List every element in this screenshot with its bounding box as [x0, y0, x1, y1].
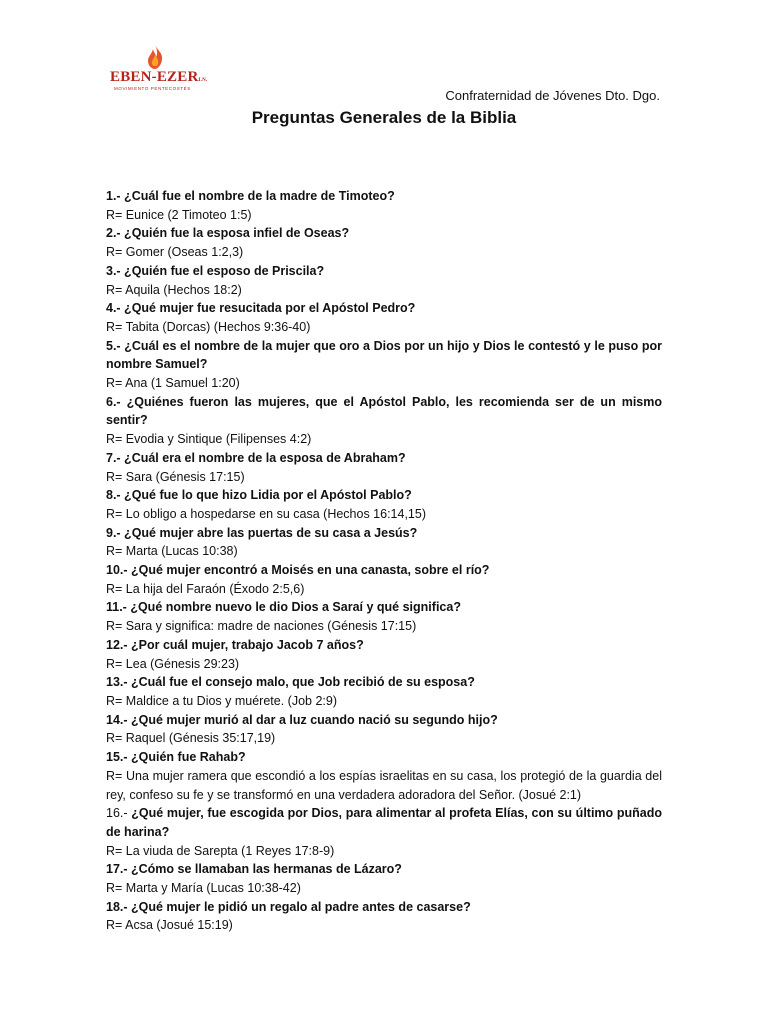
question-item: [106, 449, 662, 486]
eben-ezer-logo: [110, 44, 230, 100]
question-text: 6.- ¿Quiénes fueron las mujeres, que el Apóstol Pablo, les recomienda ser de un mismo sentir?: [106, 394, 662, 428]
answer-text: R= Una mujer ramera que escondió a los espías israelitas en su casa, los protegió de la guardia del rey, confeso su fe y se transformó en una verdadera adoradora del Señor. (Josué 2:1): [106, 768, 662, 802]
question-item: [106, 187, 662, 224]
question-item: [106, 804, 662, 860]
answer-text: R= Aquila (Hechos 18:2): [106, 282, 242, 297]
answer-text: R= Tabita (Dorcas) (Hechos 9:36-40): [106, 319, 311, 334]
question-text: 13.- ¿Cuál fue el consejo malo, que Job recibió de su esposa?: [106, 675, 475, 690]
answer-text: R= Sara y significa: madre de naciones (Génesis 17:15): [106, 619, 417, 634]
answer-text: R= Marta (Lucas 10:38): [106, 544, 238, 559]
question-body: ¿Qué mujer, fue escogida por Dios, para alimentar al profeta Elías, con su último puñado de harina?: [106, 806, 662, 839]
question-item: [106, 337, 662, 393]
answer-text: R= Ana (1 Samuel 1:20): [106, 376, 240, 391]
question-item: [106, 262, 662, 299]
answer-text: R= La hija del Faraón (Éxodo 2:5,6): [106, 581, 305, 596]
question-item: [106, 711, 662, 748]
question-item: [106, 299, 662, 336]
question-text: 11.- ¿Qué nombre nuevo le dio Dios a Saraí y qué significa?: [106, 600, 461, 615]
question-text: 7.- ¿Cuál era el nombre de la esposa de Abraham?: [106, 450, 406, 465]
question-item: [106, 524, 662, 561]
question-list: [106, 187, 662, 935]
question-item: [106, 224, 662, 261]
page-title: Preguntas Generales de la Biblia: [251, 108, 517, 127]
logo-subtitle: MOVIMIENTO PENTECOSTÉS: [114, 86, 191, 91]
question-number: 16.-: [106, 806, 128, 821]
question-text: 3.- ¿Quién fue el esposo de Priscila?: [106, 263, 325, 278]
question-item: [106, 636, 662, 673]
question-text: 5.- ¿Cuál es el nombre de la mujer que oro a Dios por un hijo y Dios le contestó y le puso por nombre Samuel?: [106, 338, 662, 372]
question-item: [106, 748, 662, 804]
answer-text: R= Eunice (2 Timoteo 1:5): [106, 207, 252, 222]
question-item: [106, 598, 662, 635]
answer-text: R= La viuda de Sarepta (1 Reyes 17:8-9): [106, 843, 335, 858]
question-text: [106, 804, 662, 841]
answer-text: R= Lea (Génesis 29:23): [106, 656, 240, 671]
answer-text: R= Raquel (Génesis 35:17,19): [106, 731, 276, 746]
fraternity-header: Confraternidad de Jóvenes Dto. Dgo.: [445, 88, 660, 103]
question-text: 17.- ¿Cómo se llamaban las hermanas de Lázaro?: [106, 862, 402, 877]
question-text: 4.- ¿Qué mujer fue resucitada por el Apóstol Pedro?: [106, 301, 416, 316]
question-item: [106, 898, 662, 935]
question-item: [106, 486, 662, 523]
question-item: [106, 561, 662, 598]
logo-suffix: I.N.: [198, 78, 208, 83]
question-text: 2.- ¿Quién fue la esposa infiel de Oseas?: [106, 226, 350, 241]
answer-text: R= Acsa (Josué 15:19): [106, 918, 233, 933]
answer-text: R= Evodia y Sintique (Filipenses 4:2): [106, 432, 312, 447]
question-text: 10.- ¿Qué mujer encontró a Moisés en una canasta, sobre el río?: [106, 563, 490, 578]
question-text: 1.- ¿Cuál fue el nombre de la madre de Timoteo?: [106, 189, 395, 203]
question-item: [106, 673, 662, 710]
question-item: [106, 860, 662, 897]
question-item: [106, 393, 662, 449]
question-text: 18.- ¿Qué mujer le pidió un regalo al padre antes de casarse?: [106, 899, 471, 914]
answer-text: R= Lo obligo a hospedarse en su casa (Hechos 16:14,15): [106, 506, 427, 521]
answer-text: R= Gomer (Oseas 1:2,3): [106, 245, 244, 260]
answer-text: R= Marta y María (Lucas 10:38-42): [106, 881, 301, 896]
logo-name: EBEN-EZER: [110, 69, 199, 85]
question-text: 15.- ¿Quién fue Rahab?: [106, 750, 246, 765]
answer-text: R= Sara (Génesis 17:15): [106, 469, 245, 484]
question-text: 14.- ¿Qué mujer murió al dar a luz cuando nació su segundo hijo?: [106, 712, 498, 727]
question-text: 12.- ¿Por cuál mujer, trabajo Jacob 7 años?: [106, 637, 364, 652]
flame-icon: [144, 44, 166, 70]
question-text: 9.- ¿Qué mujer abre las puertas de su casa a Jesús?: [106, 525, 418, 540]
answer-text: R= Maldice a tu Dios y muérete. (Job 2:9): [106, 693, 337, 708]
question-text: 8.- ¿Qué fue lo que hizo Lidia por el Apóstol Pablo?: [106, 488, 412, 503]
